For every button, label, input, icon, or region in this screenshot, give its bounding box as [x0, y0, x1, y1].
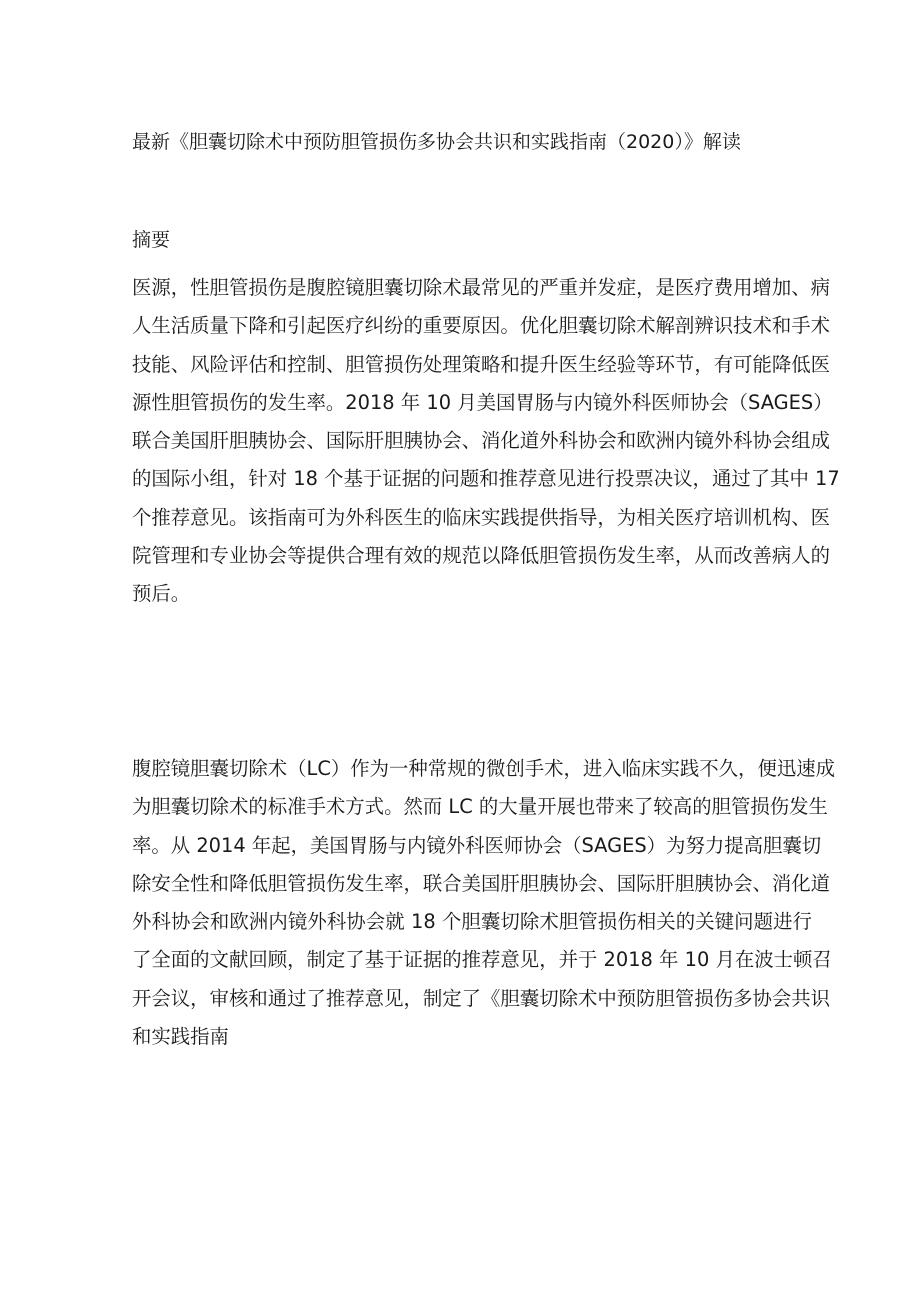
paragraph-line: 技能、风险评估和控制、胆管损伤处理策略和提升医生经验等环节，有可能降低医	[132, 352, 831, 376]
paragraph-line: 联合美国肝胆胰协会、国际肝胆胰协会、消化道外科协会和欧洲内镜外科协会组成	[132, 429, 831, 453]
paragraph-introduction	[132, 750, 836, 1056]
paragraph-line: 医源，性胆管损伤是腹腔镜胆囊切除术最常见的严重并发症，是医疗费用增加、病	[132, 276, 831, 299]
paragraph-abstract	[132, 269, 840, 614]
paragraph-line: 人生活质量下降和引起医疗纠纷的重要原因。优化胆囊切除术解剖辨识技术和手术	[132, 314, 831, 338]
paragraph-line: 开会议，审核和通过了推荐意见，制定了《胆囊切除术中预防胆管损伤多协会共识	[132, 986, 831, 1010]
document-title: 最新《胆囊切除术中预防胆管损伤多协会共识和实践指南（2020）》解读	[132, 131, 741, 153]
paragraph-line: 率。从 2014 年起，美国胃肠与内镜外科医师协会（SAGES）为努力提高胆囊切	[132, 833, 822, 857]
paragraph-line: 预后。	[132, 582, 191, 606]
abstract-heading: 摘要	[132, 229, 171, 251]
paragraph-line: 除安全性和降低胆管损伤发生率，联合美国肝胆胰协会、国际肝胆胰协会、消化道	[132, 871, 831, 895]
paragraph-line: 外科协会和欧洲内镜外科协会就 18 个胆囊切除术胆管损伤相关的关键问题进行	[132, 910, 812, 934]
paragraph-line: 和实践指南	[132, 1025, 229, 1049]
paragraph-line: 源性胆管损伤的发生率。2018 年 10 月美国胃肠与内镜外科医师协会（SAGES）	[132, 390, 833, 414]
paragraph-line: 腹腔镜胆囊切除术（LC）作为一种常规的微创手术，进入临床实践不久，便迅速成	[132, 757, 836, 780]
paragraph-line: 为胆囊切除术的标准手术方式。然而 LC 的大量开展也带来了较高的胆管损伤发生	[132, 795, 828, 819]
paragraph-line: 个推荐意见。该指南可为外科医生的临床实践提供指导，为相关医疗培训机构、医	[132, 505, 831, 529]
paragraph-line: 了全面的文献回顾，制定了基于证据的推荐意见，并于 2018 年 10 月在波士顿召	[132, 948, 832, 972]
paragraph-line: 的国际小组，针对 18 个基于证据的问题和推荐意见进行投票决议，通过了其中 17	[132, 467, 840, 491]
paragraph-line: 院管理和专业协会等提供合理有效的规范以降低胆管损伤发生率，从而改善病人的	[132, 544, 831, 568]
